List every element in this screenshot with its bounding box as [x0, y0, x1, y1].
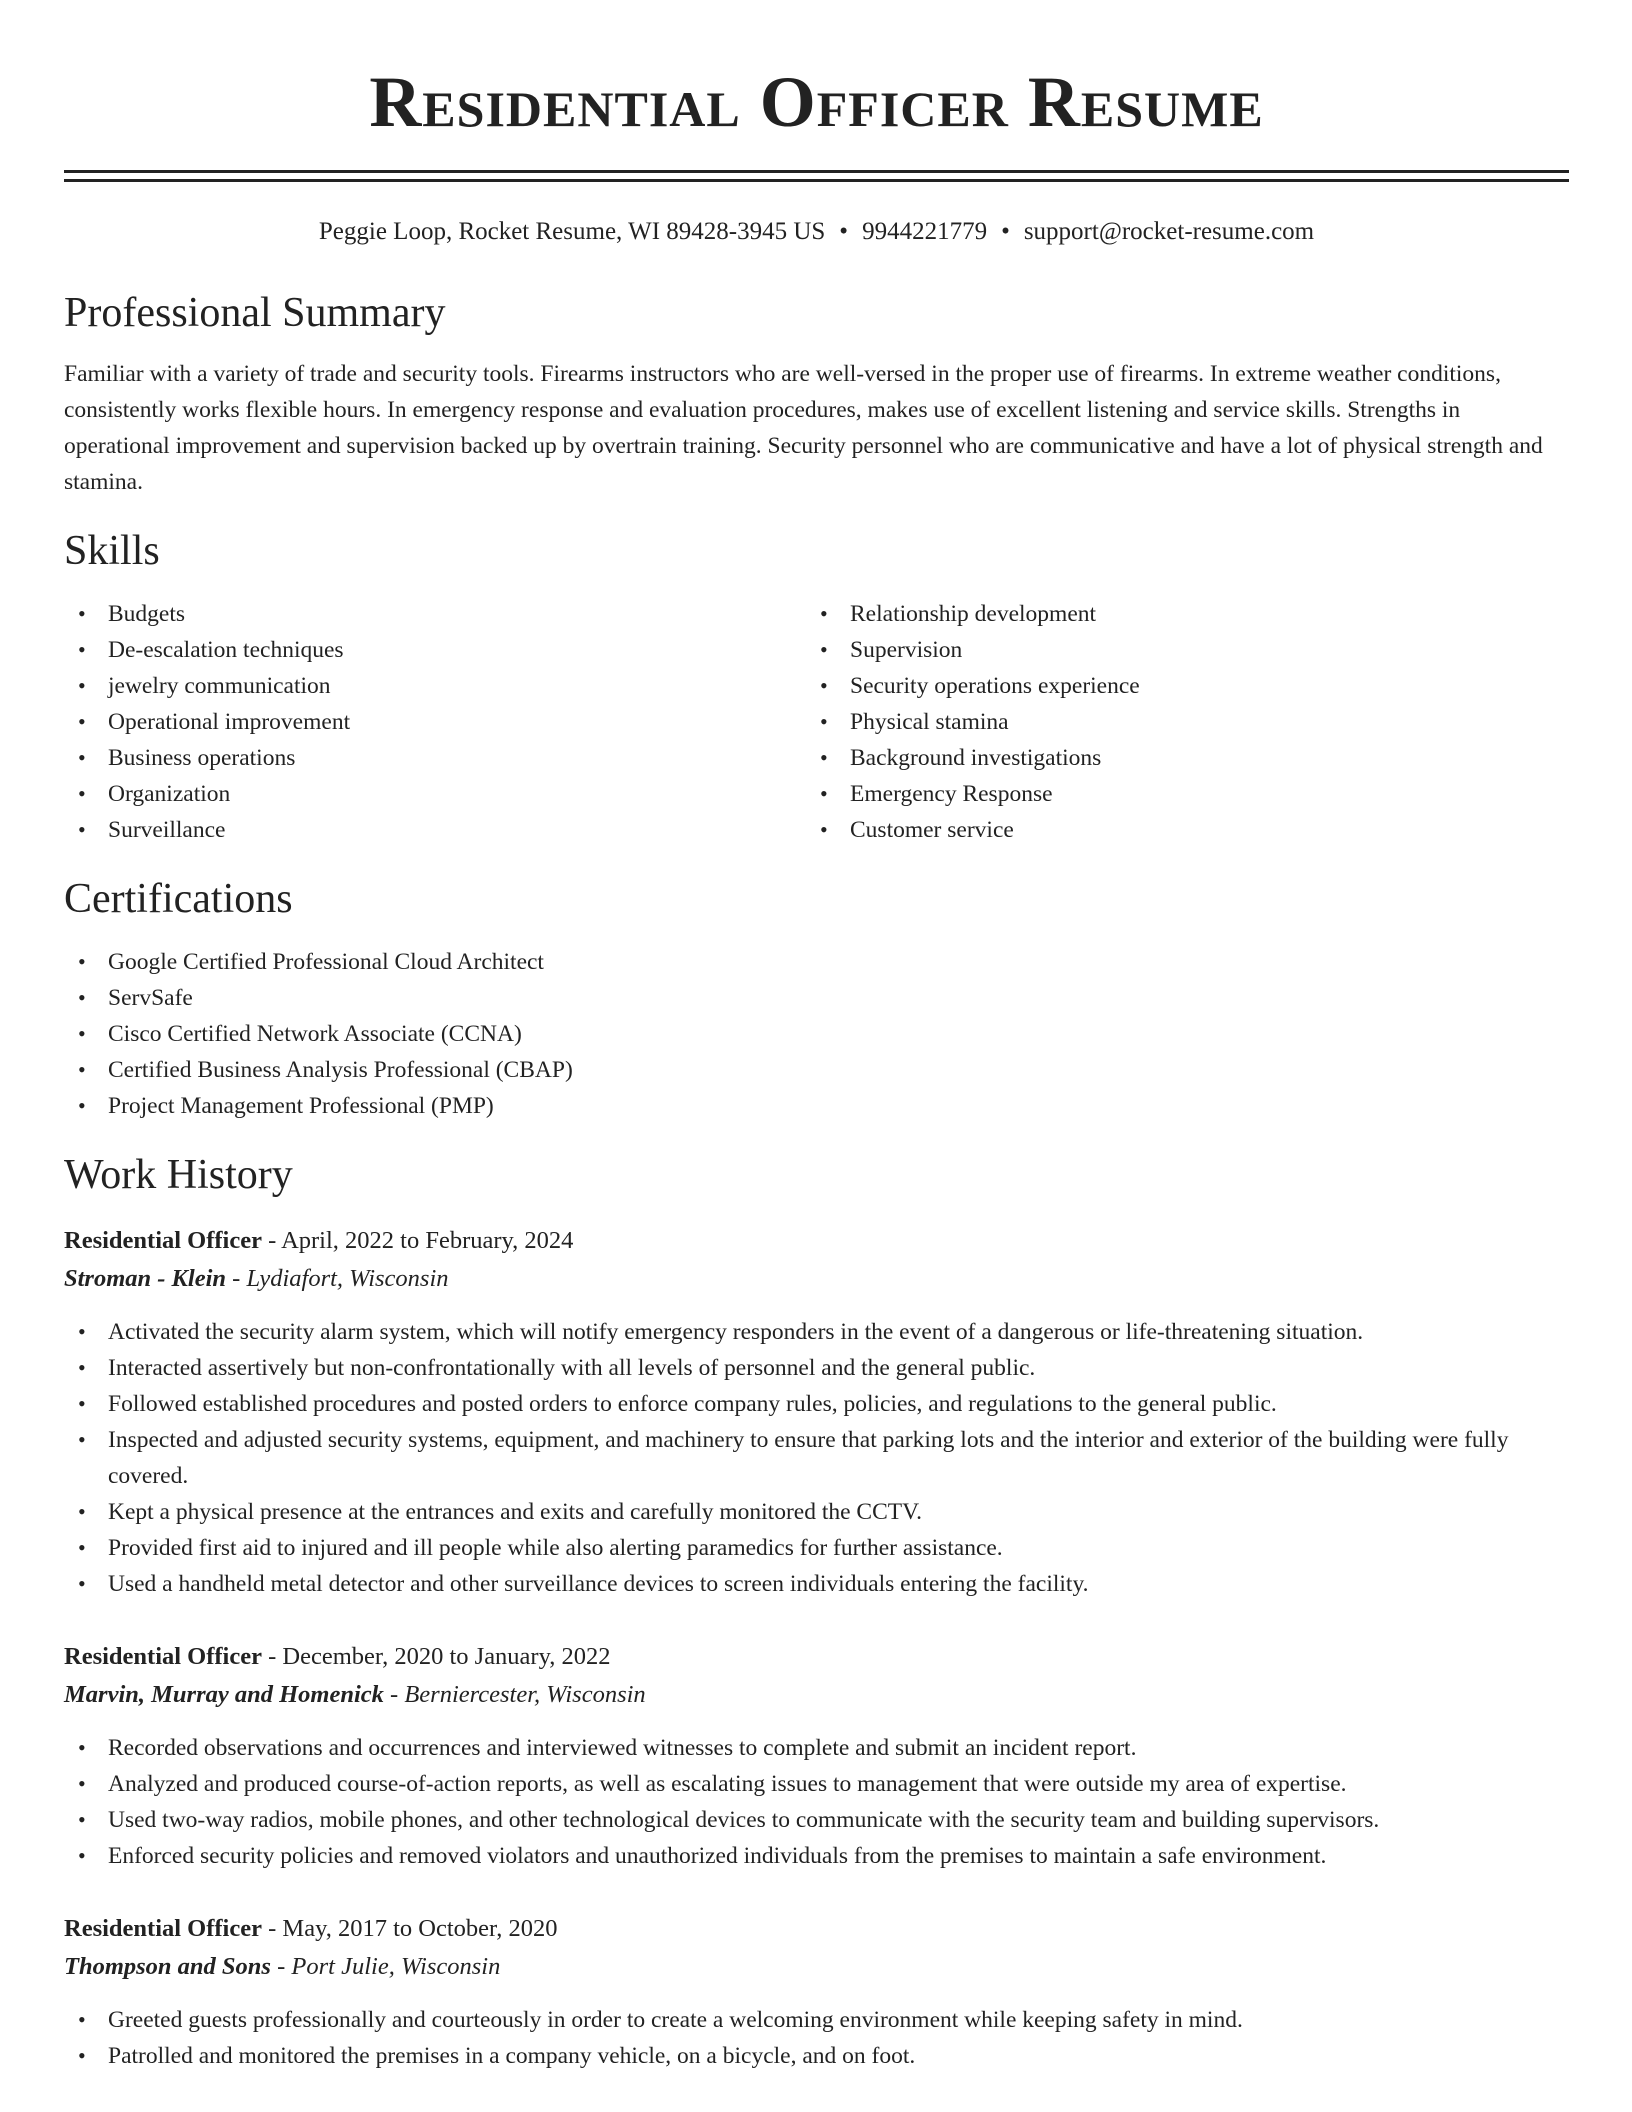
job-company-line: Marvin, Murray and Homenick - Berniercester, Wisconsin	[64, 1681, 646, 1708]
list-item-text: Certified Business Analysis Professional (CBAP)	[108, 1057, 573, 1083]
list-item	[806, 668, 1548, 704]
resume-page	[64, 0, 1569, 2074]
job-dates: May, 2017 to October, 2020	[282, 1915, 558, 1942]
job-location: Lydiafort, Wisconsin	[246, 1265, 449, 1292]
list-item-text: jewelry communication	[108, 673, 331, 699]
bullet-icon: •	[78, 817, 86, 842]
list-item	[64, 1802, 1569, 1838]
bullet-icon: •	[820, 745, 828, 770]
list-item	[806, 740, 1548, 776]
list-item	[64, 812, 806, 848]
list-item	[64, 668, 806, 704]
list-item-text: De-escalation techniques	[108, 637, 344, 663]
list-item-text: Cisco Certified Network Associate (CCNA)	[108, 1021, 522, 1047]
certifications-section	[64, 944, 1569, 1124]
list-item-text: Budgets	[108, 601, 186, 627]
summary-text: Familiar with a variety of trade and security tools. Firearms instructors who are well-versed in the proper use of firearms. In extreme weather conditions, consistently works flexible hours. In emergency response and evaluation procedures, makes use of excellent listening and service skills. Strengths in operational improvement and supervision backed up by overtrain training. Security personnel who are communicative and have a lot of physical strength and stamina.	[64, 361, 1543, 495]
job-role: Residential Officer	[64, 1643, 262, 1670]
skills-list-right	[806, 596, 1548, 848]
list-item-text: Surveillance	[108, 817, 226, 843]
bullet-icon: •	[820, 601, 828, 626]
list-item-text: Followed established procedures and posted orders to enforce company rules, policies, and regulations to the general public.	[108, 1391, 1277, 1417]
list-item	[64, 1350, 1569, 1386]
skills-list-left	[64, 596, 806, 848]
list-item-text: Security operations experience	[850, 673, 1140, 699]
list-item	[64, 1766, 1569, 1802]
bullet-icon: •	[78, 1427, 86, 1452]
job-entry	[64, 1638, 1569, 1874]
contact-email: support@rocket-resume.com	[1023, 218, 1315, 245]
bullet-icon: •	[78, 1571, 86, 1596]
list-item-text: Used a handheld metal detector and other surveillance devices to screen individuals entering the facility.	[108, 1571, 1089, 1597]
list-item	[64, 740, 806, 776]
skills-column-right	[806, 596, 1548, 848]
bullet-icon: •	[78, 1843, 86, 1868]
list-item	[806, 632, 1548, 668]
list-item-text: Google Certified Professional Cloud Architect	[108, 949, 544, 975]
list-item	[64, 1052, 1569, 1088]
list-item	[64, 1494, 1569, 1530]
list-item	[64, 1088, 1569, 1124]
list-item	[806, 596, 1548, 632]
bullet-icon: •	[78, 1093, 86, 1118]
list-item-text: ServSafe	[108, 985, 193, 1011]
bullet-icon: •	[78, 745, 86, 770]
job-dates: April, 2022 to February, 2024	[281, 1227, 574, 1254]
work-history-heading: Work History	[64, 1152, 293, 1198]
list-item	[806, 776, 1548, 812]
job-location: Berniercester, Wisconsin	[404, 1681, 646, 1708]
job-entry	[64, 1222, 1569, 1602]
job-bullets	[64, 1730, 1569, 1874]
list-item	[64, 944, 1569, 980]
list-item	[64, 632, 806, 668]
job-company: Stroman - Klein	[64, 1265, 227, 1292]
list-item	[64, 1730, 1569, 1766]
bullet-icon: •	[820, 673, 828, 698]
list-item-text: Used two-way radios, mobile phones, and other technological devices to communicate with the security team and building supervisors.	[108, 1807, 1380, 1833]
bullet-icon: •	[78, 1391, 86, 1416]
bullet-icon: •	[78, 781, 86, 806]
bullet-icon: •	[78, 2043, 86, 2068]
bullet-icon: •	[78, 1021, 86, 1046]
bullet-icon: •	[820, 817, 828, 842]
bullet-icon: •	[78, 709, 86, 734]
job-company: Thompson and Sons	[64, 1953, 271, 1980]
job-location: Port Julie, Wisconsin	[291, 1953, 501, 1980]
bullet-icon: •	[820, 709, 828, 734]
bullet-icon: •	[78, 1771, 86, 1796]
list-item-text: Greeted guests professionally and courteously in order to create a welcoming environment while keeping safety in mind.	[108, 2007, 1243, 2033]
job-bullets	[64, 1314, 1569, 1602]
bullet-icon: •	[78, 949, 86, 974]
contact-phone: 9944221779	[862, 218, 988, 245]
skills-heading: Skills	[64, 528, 160, 574]
bullet-icon: •	[820, 637, 828, 662]
bullet-icon: •	[78, 1499, 86, 1524]
list-item	[64, 2002, 1569, 2038]
list-item-text: Project Management Professional (PMP)	[108, 1093, 494, 1119]
bullet-icon: •	[78, 1355, 86, 1380]
job-bullets	[64, 2002, 1569, 2074]
skills-column-left	[64, 596, 806, 848]
list-item-text: Patrolled and monitored the premises in a company vehicle, on a bicycle, and on foot.	[108, 2043, 916, 2069]
title-rule-top	[64, 170, 1569, 173]
list-item	[64, 596, 806, 632]
list-item	[64, 1386, 1569, 1422]
list-item-text: Enforced security policies and removed violators and unauthorized individuals from the premises to maintain a safe environment.	[108, 1843, 1327, 1869]
job-company: Marvin, Murray and Homenick	[64, 1681, 384, 1708]
bullet-icon: •	[78, 637, 86, 662]
bullet-icon: •	[78, 2007, 86, 2032]
list-item	[64, 2038, 1569, 2074]
list-item	[64, 1016, 1569, 1052]
bullet-icon: •	[78, 1807, 86, 1832]
job-dates: December, 2020 to January, 2022	[282, 1643, 611, 1670]
skills-section	[64, 596, 1569, 848]
list-item	[64, 1838, 1569, 1874]
bullet-icon: •	[78, 1535, 86, 1560]
page-title: Residential Officer Resume	[369, 62, 1264, 142]
list-item-text: Relationship development	[850, 601, 1097, 627]
job-title-line: Residential Officer - April, 2022 to February, 2024	[64, 1227, 574, 1254]
list-item	[64, 776, 806, 812]
contact-line	[64, 216, 1569, 248]
list-item-text: Inspected and adjusted security systems, equipment, and machinery to ensure that parking lots and the interior and exterior of the building were fully covered.	[108, 1427, 1509, 1489]
list-item-text: Emergency Response	[850, 781, 1053, 807]
bullet-icon: •	[78, 673, 86, 698]
list-item-text: Provided first aid to injured and ill people while also alerting paramedics for further assistance.	[108, 1535, 1003, 1561]
job-company-line: Stroman - Klein - Lydiafort, Wisconsin	[64, 1265, 449, 1292]
list-item-text: Interacted assertively but non-confrontationally with all levels of personnel and the general public.	[108, 1355, 1036, 1381]
list-item-text: Operational improvement	[108, 709, 351, 735]
list-item-text: Business operations	[108, 745, 296, 771]
list-item	[64, 1566, 1569, 1602]
list-item-text: Physical stamina	[850, 709, 1009, 735]
list-item-text: Analyzed and produced course-of-action reports, as well as escalating issues to management that were outside my area of expertise.	[108, 1771, 1347, 1797]
job-title-line: Residential Officer - May, 2017 to October, 2020	[64, 1915, 558, 1942]
list-item	[64, 1530, 1569, 1566]
list-item	[806, 812, 1548, 848]
list-item	[64, 980, 1569, 1016]
list-item-text: Supervision	[850, 637, 963, 663]
bullet-icon: •	[820, 781, 828, 806]
summary-heading: Professional Summary	[64, 290, 446, 336]
bullet-icon: •	[78, 1735, 86, 1760]
list-item-text: Activated the security alarm system, which will notify emergency responders in the event of a dangerous or life-threatening situation.	[108, 1319, 1364, 1345]
work-history-section	[64, 1222, 1569, 2074]
bullet-icon: •	[78, 601, 86, 626]
contact-separator: •	[1001, 218, 1010, 245]
list-item-text: Background investigations	[850, 745, 1102, 771]
job-entry	[64, 1910, 1569, 2074]
list-item	[64, 1314, 1569, 1350]
title-rule-bottom	[64, 179, 1569, 182]
certifications-list	[64, 944, 1569, 1124]
job-role: Residential Officer	[64, 1227, 262, 1254]
bullet-icon: •	[78, 1319, 86, 1344]
job-company-line: Thompson and Sons - Port Julie, Wisconsin	[64, 1953, 501, 1980]
list-item-text: Customer service	[850, 817, 1014, 843]
job-title-line: Residential Officer - December, 2020 to January, 2022	[64, 1643, 611, 1670]
list-item-text: Kept a physical presence at the entrances and exits and carefully monitored the CCTV.	[108, 1499, 922, 1525]
list-item	[64, 1422, 1569, 1494]
job-role: Residential Officer	[64, 1915, 262, 1942]
bullet-icon: •	[78, 1057, 86, 1082]
contact-separator: •	[839, 218, 849, 245]
certifications-heading: Certifications	[64, 876, 293, 922]
bullet-icon: •	[78, 985, 86, 1010]
list-item-text: Recorded observations and occurrences and interviewed witnesses to complete and submit an incident report.	[108, 1735, 1137, 1761]
list-item-text: Organization	[108, 781, 231, 807]
contact-address: Peggie Loop, Rocket Resume, WI 89428-3945 US	[318, 218, 826, 245]
list-item	[64, 704, 806, 740]
list-item	[806, 704, 1548, 740]
